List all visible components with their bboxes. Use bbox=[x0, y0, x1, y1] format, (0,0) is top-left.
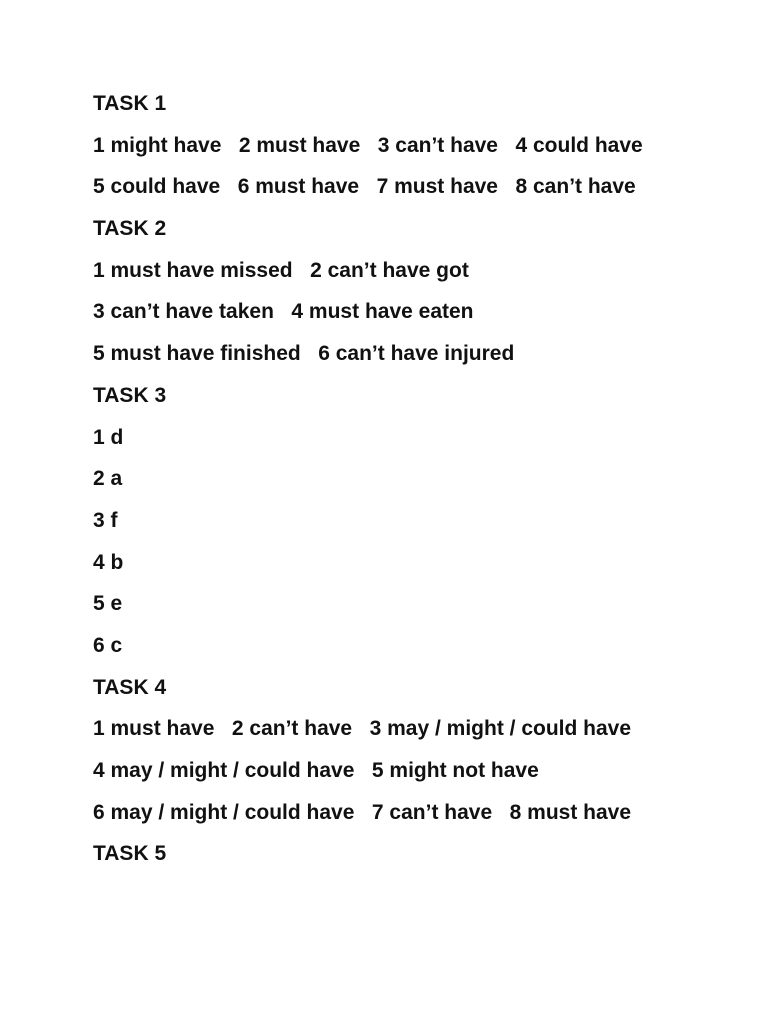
task-3-answer-2: 2 a bbox=[93, 467, 123, 491]
task-4-answers-line-3: 6 may / might / could have 7 can’t have 8 must have bbox=[93, 800, 632, 824]
task-3-answer-6: 6 c bbox=[93, 633, 123, 657]
task-2-answers-line-1: 1 must have missed 2 can’t have got bbox=[93, 258, 469, 282]
task-3-answer-3: 3 f bbox=[93, 508, 118, 532]
task-1-answers-line-1: 1 might have 2 must have 3 can’t have 4 could have bbox=[93, 133, 643, 157]
task-3-answer-4: 4 b bbox=[93, 550, 124, 574]
task-1-heading: TASK 1 bbox=[93, 92, 167, 115]
task-2-answers-line-2: 3 can’t have taken 4 must have eaten bbox=[93, 300, 474, 324]
answer-key-text bbox=[93, 88, 693, 880]
task-4-answers-line-1: 1 must have 2 can’t have 3 may / might / could have bbox=[93, 717, 632, 741]
task-3-heading: TASK 3 bbox=[93, 383, 167, 407]
task-2-answers-line-3: 5 must have finished 6 can’t have injured bbox=[93, 342, 515, 366]
task-1-answers-line-2: 5 could have 6 must have 7 must have 8 can’t have bbox=[93, 175, 636, 199]
task-3-answer-1: 1 d bbox=[93, 425, 124, 449]
task-3-answer-5: 5 e bbox=[93, 592, 123, 616]
task-2-heading: TASK 2 bbox=[93, 217, 167, 241]
task-4-heading: TASK 4 bbox=[93, 675, 167, 699]
task-5-heading: TASK 5 bbox=[93, 842, 167, 866]
task-4-answers-line-2: 4 may / might / could have 5 might not have bbox=[93, 759, 539, 782]
